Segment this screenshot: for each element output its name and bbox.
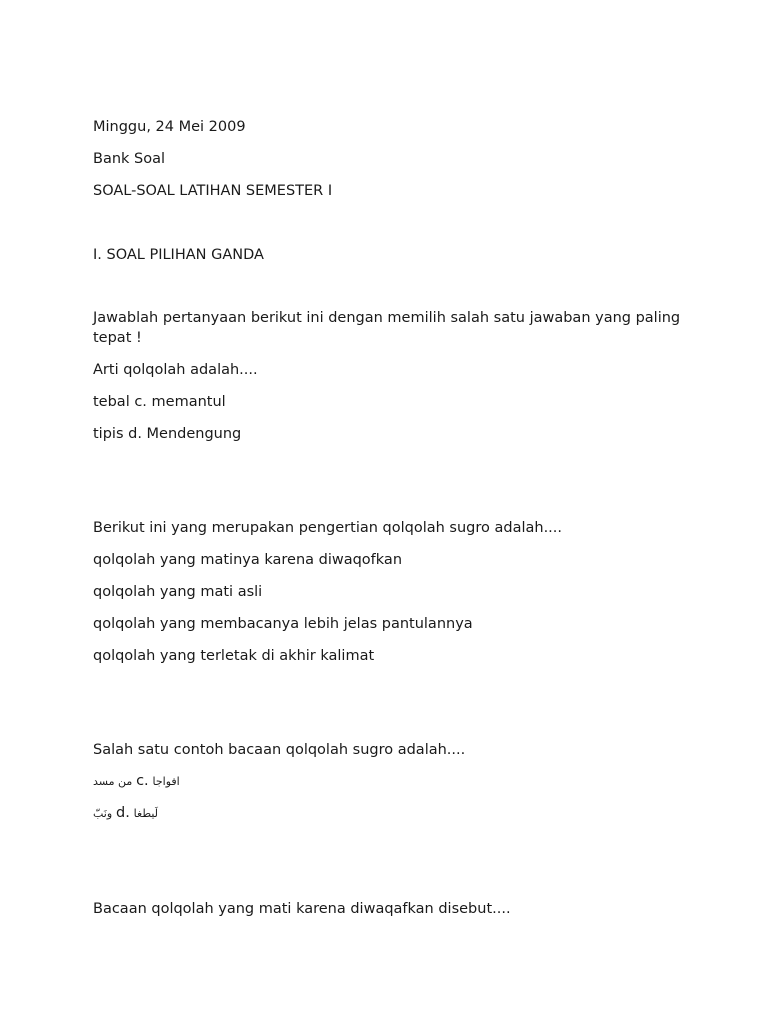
post-date: Minggu, 24 Mei 2009 [93,119,246,135]
arabic-phrase: ونَبّ [93,807,113,820]
question-3-text: Salah satu contoh bacaan qolqolah sugro adalah.... [93,742,466,758]
arabic-phrase: لَيطغا [133,807,159,820]
question-1-option: tebal c. memantul [93,394,226,410]
option-marker: d. [116,805,130,821]
question-2-option: qolqolah yang matinya karena diwaqofkan [93,552,403,568]
option-marker: c. [136,773,149,789]
instruction-text: Jawablah pertanyaan berikut ini dengan memilih salah satu jawaban yang paling tepat ! [93,310,681,346]
question-2-option: qolqolah yang terletak di akhir kalimat [93,648,375,664]
document-title: SOAL-SOAL LATIHAN SEMESTER I [93,183,333,199]
question-1-option: tipis d. Mendengung [93,426,242,442]
question-4-text: Bacaan qolqolah yang mati karena diwaqafkan disebut.... [93,901,511,917]
arabic-phrase: من مسد [93,775,133,788]
question-3-option-c [93,772,180,791]
section-heading: I. SOAL PILIHAN GANDA [93,247,264,263]
question-1-text: Arti qolqolah adalah.... [93,362,258,378]
question-2-text: Berikut ini yang merupakan pengertian qolqolah sugro adalah.... [93,520,563,536]
question-2-option: qolqolah yang mati asli [93,584,263,600]
post-category: Bank Soal [93,151,166,167]
question-2-option: qolqolah yang membacanya lebih jelas pantulannya [93,616,473,632]
arabic-phrase: افواجا [152,775,180,788]
question-3-option-d [93,804,158,823]
